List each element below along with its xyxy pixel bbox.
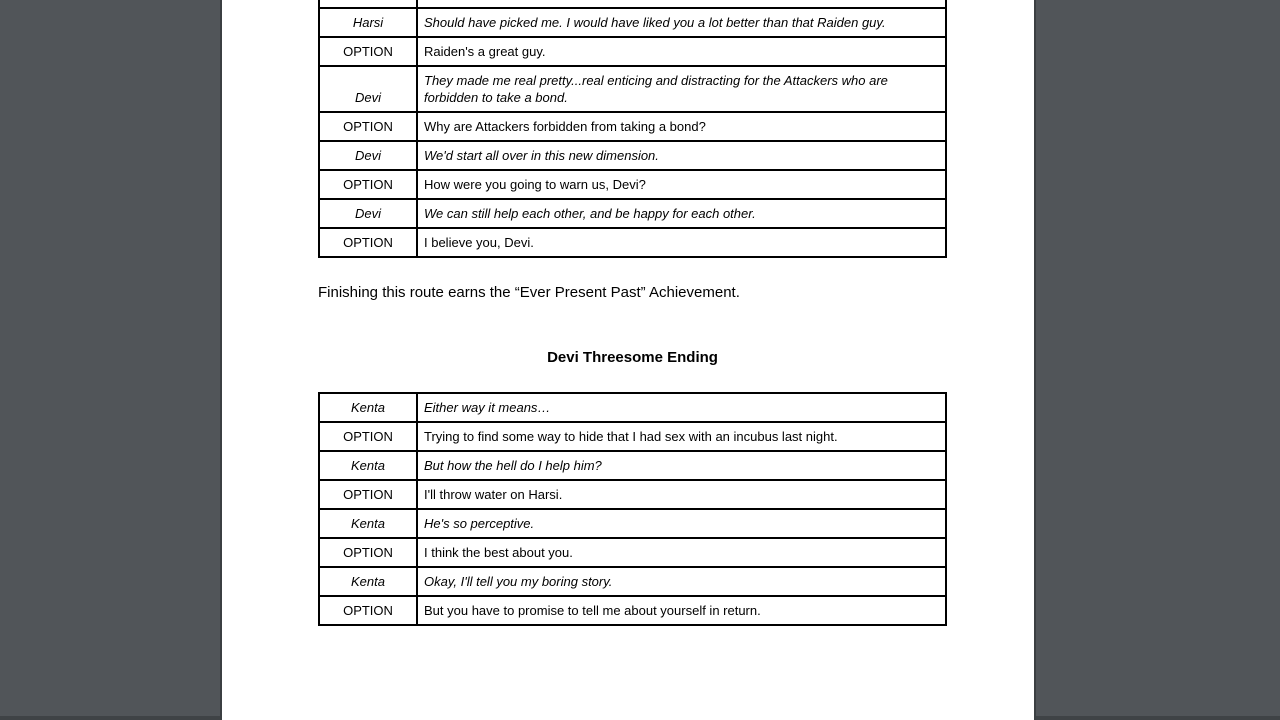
speaker-cell: Kenta <box>319 393 417 422</box>
line-cell: They made me real pretty...real enticing and distracting for the Attackers who are forbidden to take a bond. <box>417 66 946 112</box>
dialogue-row <box>319 8 946 37</box>
line-cell: But you have to promise to tell me about yourself in return. <box>417 596 946 625</box>
speaker-cell: Devi <box>319 141 417 170</box>
speaker-cell: OPTION <box>319 228 417 257</box>
line-cell: But how the hell do I help him? <box>417 451 946 480</box>
speaker-cell: OPTION <box>319 422 417 451</box>
line-cell: Raiden's a great guy. <box>417 37 946 66</box>
dialogue-row <box>319 199 946 228</box>
speaker-cell: Kenta <box>319 509 417 538</box>
devi-route-dialogue-table <box>318 0 947 258</box>
dialogue-row <box>319 141 946 170</box>
line-cell: We'd start all over in this new dimension. <box>417 141 946 170</box>
achievement-note: Finishing this route earns the “Ever Present Past” Achievement. <box>318 284 740 301</box>
dialogue-row <box>319 228 946 257</box>
dialogue-row <box>319 451 946 480</box>
speaker-cell: OPTION <box>319 480 417 509</box>
line-cell: Should have picked me. I would have liked you a lot better than that Raiden guy. <box>417 8 946 37</box>
speaker-cell: Devi <box>319 66 417 112</box>
line-cell: How were you going to warn us, Devi? <box>417 170 946 199</box>
dialogue-row <box>319 422 946 451</box>
dialogue-row <box>319 170 946 199</box>
dialogue-row <box>319 66 946 112</box>
line-cell: I believe you, Devi. <box>417 228 946 257</box>
speaker-cell: Devi <box>319 199 417 228</box>
document-content <box>318 0 947 626</box>
devi-threesome-ending-table <box>318 392 947 626</box>
dialogue-row <box>319 37 946 66</box>
dialogue-row <box>319 509 946 538</box>
speaker-cell: OPTION <box>319 596 417 625</box>
section-heading: Devi Threesome Ending <box>547 349 718 366</box>
line-cell: Either way it means… <box>417 393 946 422</box>
speaker-cell: OPTION <box>319 37 417 66</box>
document-page[interactable] <box>220 0 1036 720</box>
line-cell: He's so perceptive. <box>417 509 946 538</box>
speaker-cell <box>319 0 417 8</box>
line-cell: I think the best about you. <box>417 538 946 567</box>
dialogue-row <box>319 0 946 8</box>
line-cell: We can still help each other, and be happy for each other. <box>417 199 946 228</box>
speaker-cell: Harsi <box>319 8 417 37</box>
dialogue-row <box>319 567 946 596</box>
dialogue-row <box>319 112 946 141</box>
line-cell: Trying to find some way to hide that I had sex with an incubus last night. <box>417 422 946 451</box>
speaker-cell: OPTION <box>319 538 417 567</box>
dialogue-row <box>319 596 946 625</box>
line-cell: Okay, I'll tell you my boring story. <box>417 567 946 596</box>
line-cell: I'll throw water on Harsi. <box>417 480 946 509</box>
dialogue-row <box>319 538 946 567</box>
dialogue-row <box>319 480 946 509</box>
line-cell <box>417 0 946 8</box>
speaker-cell: Kenta <box>319 451 417 480</box>
speaker-cell: OPTION <box>319 170 417 199</box>
line-cell: Why are Attackers forbidden from taking a bond? <box>417 112 946 141</box>
dialogue-row <box>319 393 946 422</box>
speaker-cell: Kenta <box>319 567 417 596</box>
speaker-cell: OPTION <box>319 112 417 141</box>
